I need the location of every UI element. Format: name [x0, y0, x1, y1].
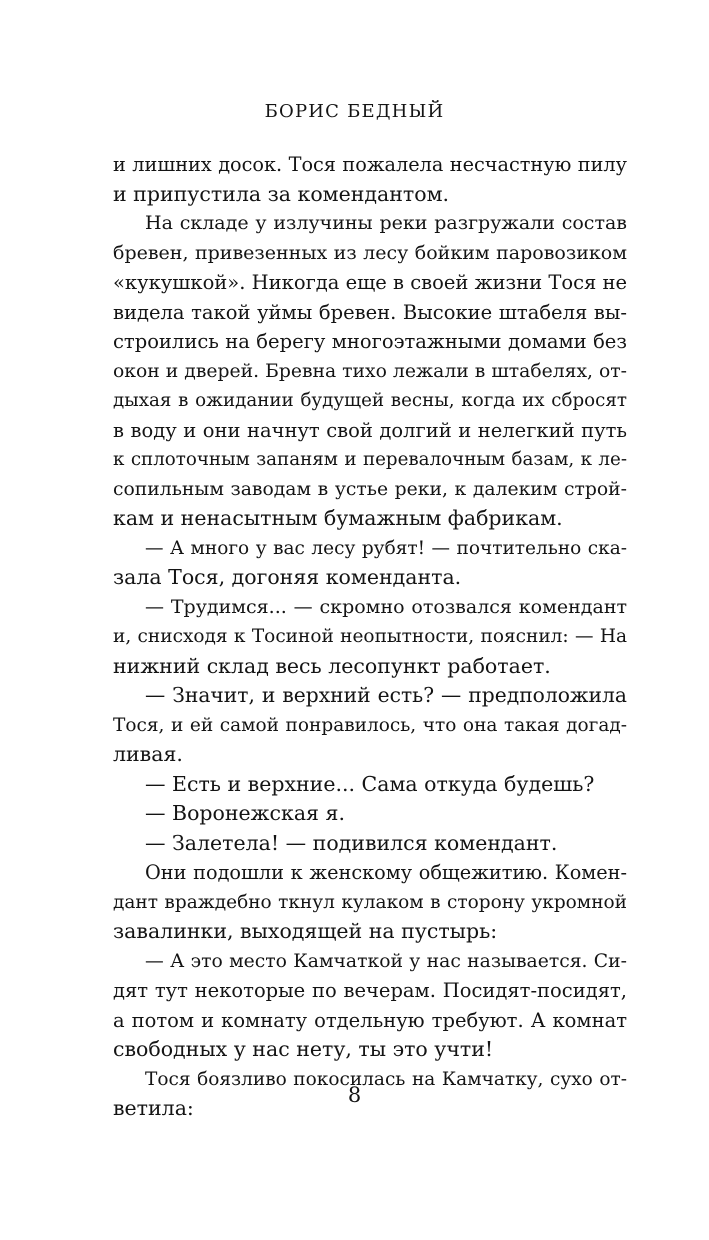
text-line: дант враждебно ткнул кулаком в сторону укромной — [113, 891, 627, 913]
text-line: — Воронежская я. — [145, 801, 345, 825]
text-line: кам и ненасытным бумажным фабрикам. — [113, 506, 563, 530]
text-line: дыхая в ожидании будущей весны, когда их сбросят — [113, 390, 627, 411]
text-line: На складе у излучины реки разгружали состав — [145, 212, 627, 234]
text-line: и лишних досок. Тося пожалела несчастную пилу — [113, 153, 627, 176]
text-line: свободных у нас нету, ты это учти! — [113, 1037, 494, 1061]
text-line: — А много у вас лесу рубят! — почтительно ска- — [145, 537, 627, 559]
text-line: и припустила за комендантом. — [113, 181, 450, 206]
text-line: в воду и они начнут свой долгий и нелегкий путь — [113, 418, 627, 442]
text-line: а потом и комнату отдельную требуют. А комнат — [113, 1008, 627, 1032]
text-line: ливая. — [113, 742, 183, 766]
running-head: БОРИС БЕДНЫЙ — [264, 101, 445, 122]
text-line: видела такой уймы бревен. Высокие штабеля вы- — [113, 300, 627, 324]
text-line: строились на берегу многоэтажными домами без — [113, 330, 627, 353]
body-text — [113, 150, 627, 1124]
text-line: окон и дверей. Бревна тихо лежали в штабелях, от- — [113, 360, 627, 382]
text-line: — А это место Камчаткой у нас называется. Си- — [145, 950, 627, 972]
text-line: нижний склад весь лесопункт работает. — [113, 653, 551, 678]
text-line: сопильным заводам в устье реки, к далеким строй- — [113, 478, 627, 500]
text-line: дят тут некоторые по вечерам. Посидят-посидят, — [113, 979, 627, 1002]
text-line: — Есть и верхние... Сама откуда будешь? — [145, 771, 595, 796]
text-line: «кукушкой». Никогда еще в своей жизни Тося не — [113, 271, 627, 294]
page-number: 8 — [347, 1083, 362, 1107]
text-line: завалинки, выходящей на пустырь: — [113, 919, 498, 943]
text-line: и, снисходя к Тосиной неопытности, пояснил: — На — [113, 626, 627, 647]
text-line: — Значит, и верхний есть? — предположила — [145, 683, 627, 707]
text-line: зала Тося, догоняя коменданта. — [113, 565, 462, 589]
text-line: Тося боязливо покосилась на Камчатку, сухо от- — [145, 1068, 627, 1090]
text-line: Они подошли к женскому общежитию. Комен- — [145, 861, 627, 884]
text-line: — Залетела! — подивился комендант. — [145, 830, 558, 855]
text-line: ветила: — [113, 1096, 194, 1120]
text-line: к сплоточным запаням и перевалочным базам, к ле- — [113, 449, 627, 470]
text-line: бревен, привезенных из лесу бойким паровозиком — [113, 241, 627, 264]
text-line: — Трудимся... — скромно отозвался комендант — [145, 595, 627, 618]
text-line: Тося, и ей самой понравилось, что она такая догад- — [113, 714, 627, 736]
